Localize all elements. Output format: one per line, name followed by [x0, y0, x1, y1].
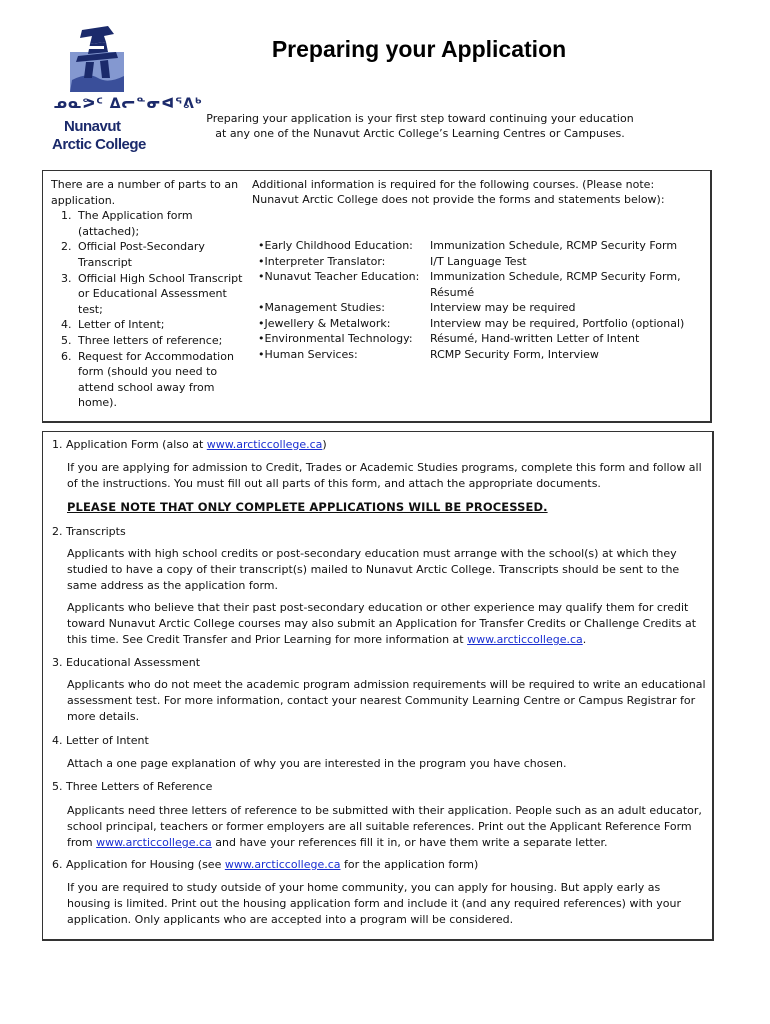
list-item: 2. Official Post-Secondary Transcript [61, 240, 205, 269]
course-requirements: Résumé, Hand-written Letter of Intent [430, 332, 640, 345]
parts-column [51, 177, 251, 411]
course-row [258, 347, 708, 363]
course-name: •Management Studies: [258, 301, 385, 314]
list-item: 6. Request for Accommodation form (should you need to attend school away from home). [61, 349, 234, 410]
course-row [258, 316, 708, 332]
section-heading-letters-of-reference: 5. Three Letters of Reference [52, 780, 213, 793]
section-paragraph: If you are applying for admission to Credit, Trades or Academic Studies programs, complete this form and follow all of the instructions. You must fill out all parts of this form, and attach the appropriate documents. [67, 461, 702, 490]
website-link[interactable]: www.arcticcollege.ca [96, 836, 212, 849]
website-link[interactable]: www.arcticcollege.ca [467, 633, 583, 646]
additional-info-text: Additional information is required for the following courses. (Please note: Nunavut Arctic College does not provide the forms and statements below): [252, 178, 665, 206]
page-title: Preparing your Application [271, 36, 567, 62]
list-item: 3. Official High School Transcript or Educational Assessment test; [61, 271, 243, 316]
website-link[interactable]: www.arcticcollege.ca [206, 438, 323, 451]
course-row [258, 254, 708, 270]
list-item: 5. Three letters of reference; [61, 333, 223, 347]
section-heading-educational-assessment: 3. Educational Assessment [52, 656, 201, 669]
course-requirements: Interview may be required, Portfolio (optional) [430, 316, 685, 330]
course-row [258, 331, 708, 347]
parts-box [42, 170, 712, 423]
course-requirements: I/T Language Test [430, 254, 527, 268]
course-name: •Nunavut Teacher Education: [258, 270, 420, 283]
courses-table [258, 238, 708, 362]
course-row [258, 238, 708, 254]
section-heading-application-form: 1. Application Form (also at www.arcticcollege.ca) [52, 438, 327, 451]
course-name: •Early Childhood Education: [258, 239, 413, 252]
section-paragraph: Applicants who believe that their past post-secondary education or other experience may qualify them for credit toward Nunavut Arctic College courses may also submit an Application for Transfer Credits or Challenge Credits at this time. See Credit Transfer and Prior Learning for more information at www.arcticcollege.ca. [67, 601, 697, 646]
course-name: •Jewellery & Metalwork: [258, 316, 391, 330]
section-paragraph: If you are required to study outside of your home community, you can apply for housing. But apply early as housing is limited. Print out the housing application form and include it (and any required references) with your application. Only applicants who are accepted into a program will be considered. [67, 881, 682, 926]
intro-text [200, 111, 640, 141]
course-name: •Interpreter Translator: [258, 254, 386, 268]
course-requirements: Immunization Schedule, RCMP Security Form, Résumé [430, 270, 681, 299]
course-name: •Environmental Technology: [258, 332, 413, 345]
course-name: •Human Services: [258, 347, 358, 361]
instructions-box [42, 431, 714, 941]
section-paragraph: Applicants need three letters of reference to be submitted with their application. People such as an adult educator, school principal, teachers or former employers are all suitable references. Print out the Applicant Reference Form from www.arcticcollege.ca and have your references fill it in, or have them write a separate letter. [67, 804, 702, 849]
website-link[interactable]: www.arcticcollege.ca [224, 858, 341, 871]
intro-line-2: at any one of the Nunavut Arctic College’s Learning Centres or Campuses. [215, 127, 625, 140]
section-paragraph: Applicants who do not meet the academic program admission requirements will be required to write an educational assessment test. For more information, contact your nearest Community Learning Centre or Campus Registrar for more details. [67, 678, 706, 723]
intro-line-1: Preparing your application is your first step toward continuing your education [206, 112, 634, 125]
logo-syllabics: ᓄᓇᕗᑦ ᐃᓕᓐᓂᐊᕐᕕᒃ [54, 96, 203, 112]
course-row [258, 300, 708, 316]
section-paragraph: Applicants with high school credits or post-secondary education must arrange with the school(s) at which they studied to have a copy of their transcript(s) mailed to Nunavut Arctic College. Transcripts should be sent to the same address as the application form. [67, 547, 680, 592]
course-requirements: Interview may be required [430, 301, 576, 314]
section-heading-housing: 6. Application for Housing (see www.arcticcollege.ca for the application form) [52, 858, 479, 871]
list-item: 1. The Application form (attached); [61, 209, 193, 238]
logo-name-line1: Nunavut [64, 118, 121, 135]
list-item: 4. Letter of Intent; [61, 318, 165, 332]
complete-applications-note: PLEASE NOTE THAT ONLY COMPLETE APPLICATIONS WILL BE PROCESSED. [67, 500, 548, 514]
logo-name-line2: Arctic College [52, 136, 146, 153]
section-paragraph: Attach a one page explanation of why you are interested in the program you have chosen. [67, 757, 567, 770]
course-requirements: Immunization Schedule, RCMP Security Form [430, 239, 678, 252]
section-heading-letter-of-intent: 4. Letter of Intent [52, 734, 149, 747]
parts-list [51, 208, 251, 411]
course-requirements: RCMP Security Form, Interview [430, 347, 599, 361]
section-heading-transcripts: 2. Transcripts [52, 525, 126, 538]
course-row [258, 269, 708, 300]
parts-intro: There are a number of parts to an application. [51, 178, 239, 207]
